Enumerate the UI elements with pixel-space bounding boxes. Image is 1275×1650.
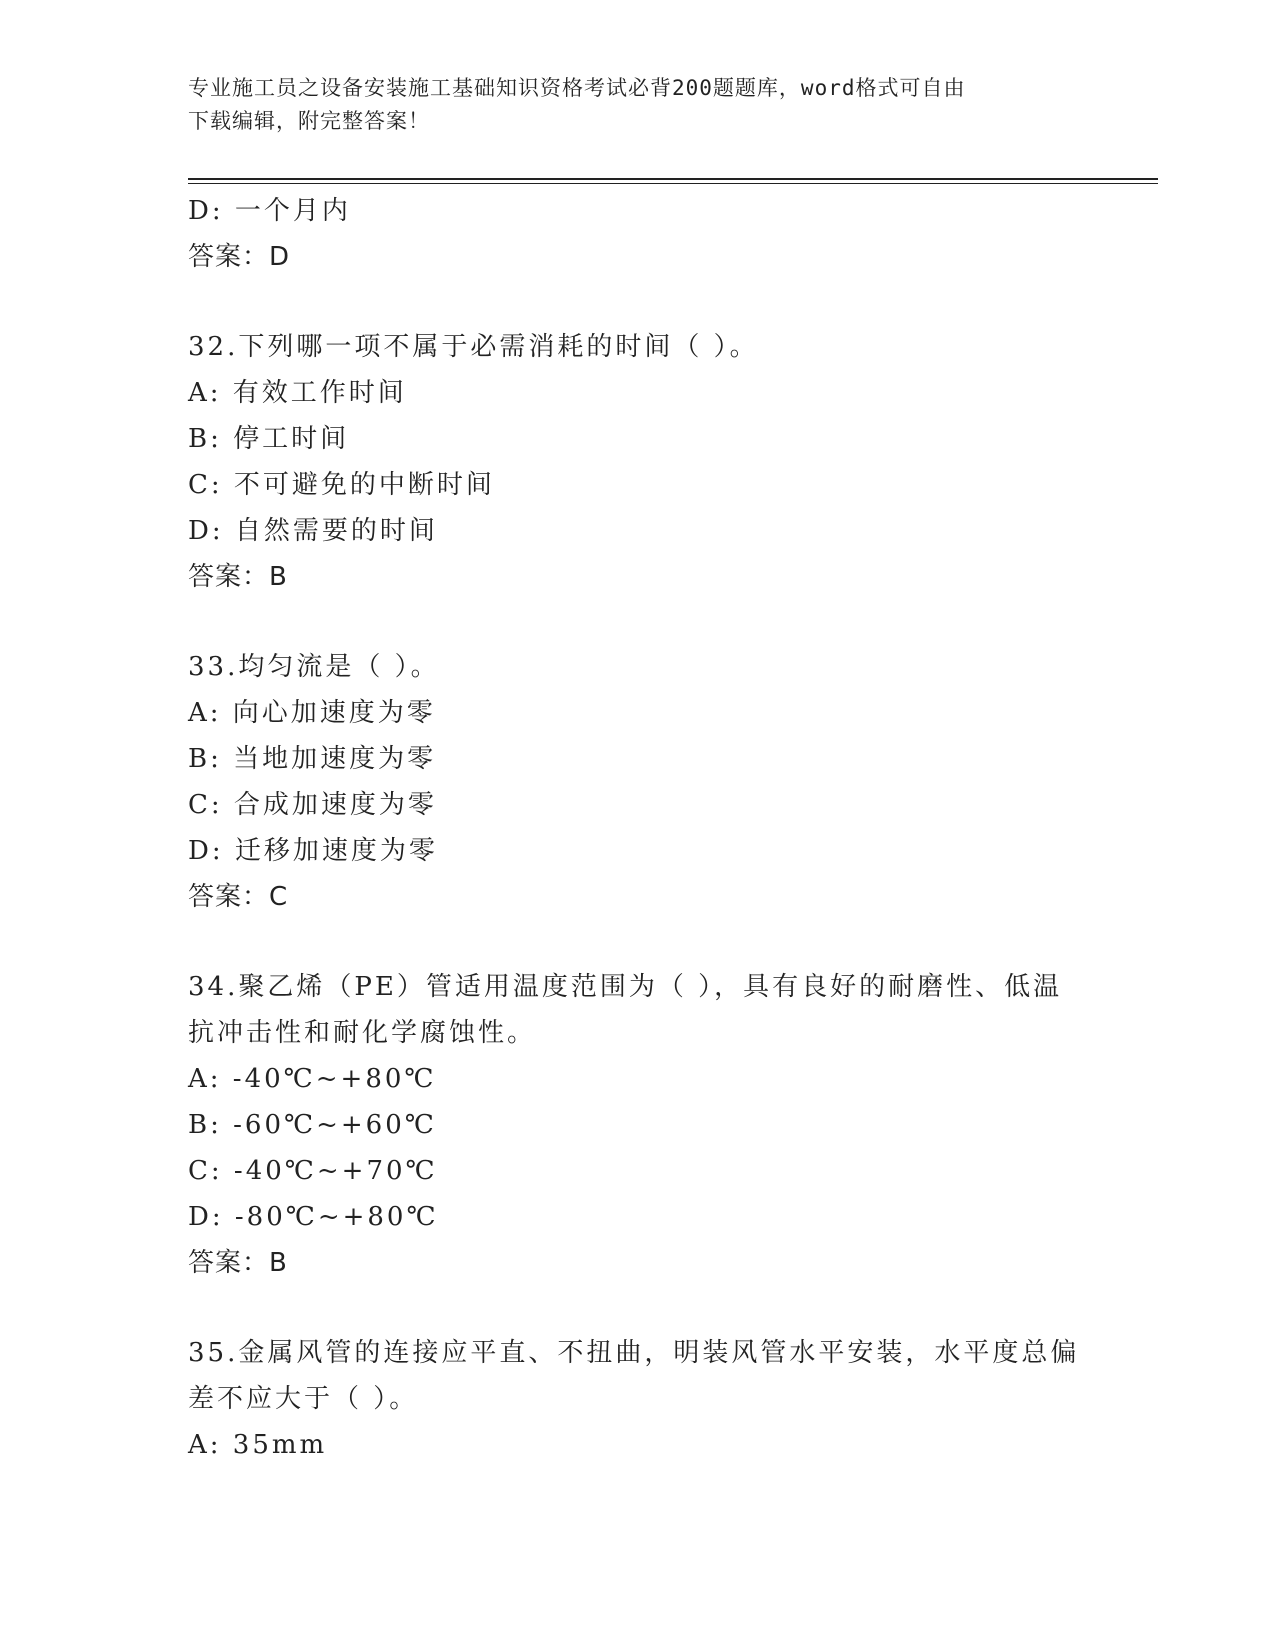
header-divider-thick: [188, 178, 1158, 180]
option-d: D: 一个月内: [188, 196, 351, 226]
question-31-tail: [188, 188, 1108, 280]
option-c: C: 合成加速度为零: [188, 790, 437, 820]
question-stem-line-2: 抗冲击性和耐化学腐蚀性。: [188, 1018, 537, 1048]
option-a: A: -40℃~+80℃: [188, 1064, 437, 1094]
question-stem-line-1: 35.金属风管的连接应平直、不扭曲，明装风管水平安装，水平度总偏: [188, 1338, 1080, 1368]
question-stem-line-1: 34.聚乙烯（PE）管适用温度范围为（ ），具有良好的耐磨性、低温: [188, 972, 1063, 1002]
header-divider-thin: [188, 183, 1158, 184]
option-a: A: 向心加速度为零: [188, 698, 436, 728]
option-b: B: 当地加速度为零: [188, 744, 437, 774]
option-c: C: 不可避免的中断时间: [188, 470, 495, 500]
option-b: B: -60℃~+60℃: [188, 1110, 437, 1140]
question-35: [188, 1330, 1108, 1468]
option-c: C: -40℃~+70℃: [188, 1156, 438, 1186]
question-33: [188, 644, 1108, 920]
answer: 答案：B: [188, 1248, 288, 1278]
option-d: D: 迁移加速度为零: [188, 836, 438, 866]
header-line-2: 下载编辑，附完整答案！: [188, 109, 430, 133]
question-stem-line-2: 差不应大于（ ）。: [188, 1384, 419, 1414]
answer: 答案：C: [188, 882, 289, 912]
option-a: A: 有效工作时间: [188, 378, 407, 408]
question-stem: 32.下列哪一项不属于必需消耗的时间（ ）。: [188, 332, 759, 362]
header-line-1: 专业施工员之设备安装施工基础知识资格考试必背200题题库，word格式可自由: [188, 76, 966, 100]
question-stem: 33.均匀流是（ ）。: [188, 652, 440, 682]
question-list: [188, 188, 1108, 1468]
document-header: [188, 72, 1088, 138]
option-d: D: 自然需要的时间: [188, 516, 438, 546]
option-b: B: 停工时间: [188, 424, 350, 454]
option-a: A: 35mm: [188, 1430, 328, 1460]
question-34: [188, 964, 1108, 1286]
answer: 答案：D: [188, 242, 291, 272]
option-d: D: -80℃~+80℃: [188, 1202, 439, 1232]
answer: 答案：B: [188, 562, 288, 592]
question-32: [188, 324, 1108, 600]
